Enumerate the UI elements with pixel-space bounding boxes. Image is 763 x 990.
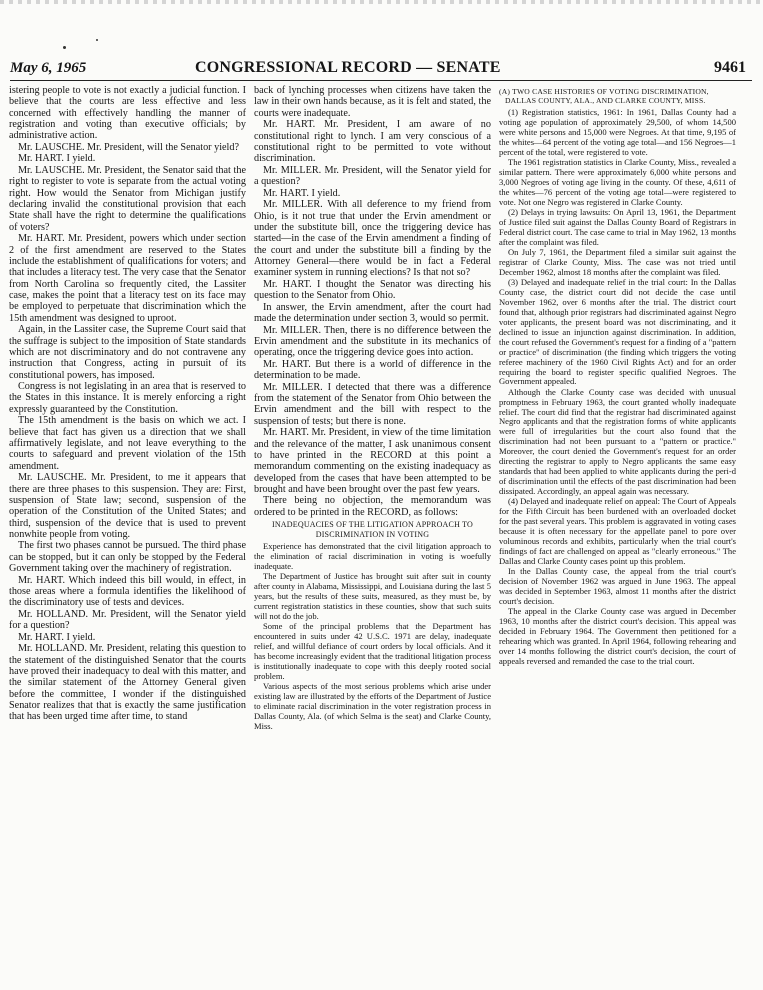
header-date: May 6, 1965 (10, 60, 87, 76)
header-page-number: 9461 (714, 59, 746, 76)
paragraph: Mr. HART. Mr. President, in view of the time limitation and the relevance of the matter, I ask unanimous consent to have printed in the RECORD at this point a memorandum commenting on the existing inadequacy as developed from the cases that have been attempted to be brought and have been brought over the past few years. (254, 427, 491, 495)
paragraph: Mr. HART. I yield. (18, 153, 96, 165)
memo-paragraph: Some of the principal problems that the Department has encountered in suits under 42 U.S.C. 1971 are delay, inadequate relief, and willful defiance of court orders by local officials. And it has become increasingly evident that the traditional litigation process is institutionally inadequate to cope with this deeply rooted social problem. (254, 621, 491, 681)
paragraph: (1) Registration statistics, 1961: In 1961, Dallas County had a voting age population of approximately 29,500, of whom 14,500 were white persons and 15,000 were Negroes. At that time, 9,195 of the whites—64 percent of the voting age total—and 156 Negroes—1 percent of the total, were registered to vote. (499, 107, 736, 157)
column-2 (254, 85, 491, 980)
paragraph: Again, in the Lassiter case, the Supreme Court said that the suffrage is subject to the imposition of State standards which are not discriminatory and do not contravene any instruction that Congress, acting in pursuit of its constitutional powers, has imposed. (9, 324, 246, 381)
paragraph: Mr. MILLER. Mr. President, will the Senator yield for a question? (254, 164, 491, 188)
paragraph: Mr. HOLLAND. Mr. President, relating this question to the statement of the distinguished Senator that the courts have proved their inadequacy to deal with this matter, and the similar statement of the Attorney General given before the committee, I wonder if the distinguished Senator realizes that that is exactly the same justification that has been urged time after time, to stand (9, 643, 246, 723)
paragraph: (4) Delayed and inadequate relief on appeal: The Court of Appeals for the Fifth Circuit has been burdened with an overloaded docket for the past several years. This problem is aggravated in voting cases because it is often necessary for the appellate panel to pore over voluminous records and exhibits, particularly when the trial court's findings of fact are challenged on appeal as "clearly erroneous." The Dallas and Clarke County cases point up this problem. (499, 496, 736, 567)
paragraph: Mr. MILLER. Then, there is no difference between the Ervin amendment and the substitute in its mechanics of operating, once the triggering device goes into action. (254, 324, 491, 359)
paragraph: There being no objection, the memorandum was ordered to be printed in the RECORD, as follows: (254, 495, 491, 518)
paragraph: Congress is not legislating in an area that is reserved to the States in this instance. It is merely enforcing a right expressly guaranteed by the Constitution. (9, 381, 246, 415)
paragraph: Mr. HART. Which indeed this bill would, in effect, in those areas where a formula identifies the likelihood of the discriminatory use of tests and devices. (9, 574, 246, 609)
paragraph: Although the Clarke County case was decided with unusual promptness in February 1963, the court granted wholly inadequate relief. The court did find that the registrar had discriminated against Negro applicants and that the registration forms of white applicants were full of irregularities but the court also found that the discrimination had not been pursuant to a "pattern or practice." Moreover, the court denied the Government's request for an order directing the registrar to apply to Negro applicants the same easy standards that had been applied to white applicants during the peri-d of discrimination until the effects of the past discrimination had been dissipated. Accordingly, an appeal again was necessary. (499, 386, 736, 497)
paragraph: Mr. LAUSCHE. Mr. President, to me it appears that there are three phases to this suspension. They are: First, suspension of State law; second, suspension of the operation of the Constitution of the United States; and third, suspension of the device that is used to prevent nonwhite people from voting. (9, 472, 246, 540)
page-header (10, 58, 752, 81)
paragraph: Mr. LAUSCHE. Mr. President, the Senator said that the right to register to vote is separate from the actual voting right. How would the Senator from Michigan justify declaring invalid the constitutional provision that each State shall have the right to determine the qualifications of voters? (9, 164, 246, 233)
paragraph: istering people to vote is not exactly a judicial function. I believe that the courts are less effective and less concerned with effectively handling the manner of registration and voting than executive officials; by administrative action. (9, 85, 246, 142)
page-top-border (0, 0, 763, 4)
column-1 (9, 85, 246, 980)
section-heading: (A) TWO CASE HISTORIES OF VOTING DISCRIMINATION, DALLAS COUNTY, ALA., AND CLARKE COUNTY, MISS. (499, 87, 709, 105)
paragraph: Mr. HART. Mr. President, I am aware of no constitutional right to lynch. I am very conscious of a constitutional right to be permitted to vote without discrimination. (254, 119, 491, 165)
print-speck (63, 46, 66, 49)
paragraph: Mr. HART. I yield. (18, 631, 96, 643)
paragraph: Mr. MILLER. I detected that there was a difference from the statement of the Senator from Ohio between the Ervin amendment and the bill with respect to the suspension of tests; but there is none. (254, 381, 491, 427)
paragraph: The first two phases cannot be pursued. The third phase can be stopped, but it can only be stopped by the Federal Government taking over the machinery of registration. (9, 540, 246, 575)
paragraph: (3) Delayed and inadequate relief in the trial court: In the Dallas County case, the district court did not decide the case until November 1962, over 6 months after the trial. The district court found that, although prior registrars had discriminated against Negro voter applicants, the present board was not discriminating, and it declined to issue an injunction against discrimination. In addition, the court refused the Government's request for a finding of a "pattern or practice" of discrimination (the finding which triggers the voting referee machinery of the 1960 Civil Rights Act) and for an order requiring the board to register specific qualified Negroes. The Government appealed. (499, 276, 736, 387)
paragraph: The 1961 registration statistics in Clarke County, Miss., revealed a similar pattern. There were approximately 6,000 white persons and 3,000 Negroes of voting age living in the county. Of these, 4,611 of the whites—76 percent of the voting age total—were registered to vote. Not one Negro was registered in Clarke County. (499, 156, 736, 207)
memo-paragraph: Experience has demonstrated that the civil litigation approach to the elimination of racial discrimination in voting is woefully inadequate. (254, 541, 491, 572)
paragraph: Mr. HART. Mr. President, powers which under section 2 of the first amendment are reserved to the States include the establishment of qualifications for voters; and that includes a literacy test. The very case that the Senator from North Carolina so frequently cited, the Lassiter case, makes the point that a literacy test on its face may be employed to perpetuate that discrimination which the 15th amendment was designed to uproot. (9, 233, 246, 324)
paragraph: On July 7, 1961, the Department filed a similar suit against the registrar of Clarke County, Miss. The case was not tried until December 1962, almost 18 months after the complaint was filed. (499, 246, 736, 277)
paragraph: The appeal in the Clarke County case was argued in December 1963, 10 months after the district court's decision. This appeal was decided in February 1964. The Government then petitioned for a rehearing which was granted. In April 1964, following rehearing and over 14 months following the district court's decision, the court of appeals reversed and remanded the case to the trial court. (499, 606, 736, 666)
memo-paragraph: Various aspects of the most serious problems which arise under existing law are illustrated by the efforts of the Department of Justice to eliminate racial discrimination in the voter registration process in Dallas County, Ala. (of which Selma is the seat) and Clarke County, Miss. (254, 681, 491, 731)
memo-paragraph: The Department of Justice has brought suit after suit in county after county in Alabama, Mississippi, and Louisiana during the last 5 years, but the results of these suits, measured, as they must be, by current registration statistics in these counties, show that such suits will not do the job. (254, 571, 491, 621)
print-speck (96, 39, 98, 41)
paragraph: Mr. HOLLAND. Mr. President, will the Senator yield for a question? (9, 608, 246, 632)
paragraph: Mr. HART. I thought the Senator was directing his question to the Senator from Ohio. (254, 278, 491, 302)
column-3 (499, 85, 736, 980)
paragraph: back of lynching processes when citizens have taken the law in their own hands because, as it is felt and stated, the courts were inadequate. (254, 85, 491, 119)
header-title: CONGRESSIONAL RECORD — SENATE (195, 59, 501, 76)
paragraph: Mr. MILLER. With all deference to my friend from Ohio, is it not true that under the Ervin amendment or under the substitute bill, once the triggering device has started—in the case of the Ervin amendment a finding of the court and under the substitute bill a finding by the Attorney General—there would be in fact a Federal examiner system in running elections? Is that not so? (254, 199, 491, 279)
paragraph: In answer, the Ervin amendment, after the court had made the determination under section 3, would so permit. (254, 301, 491, 324)
paragraph: (2) Delays in trying lawsuits: On April 13, 1961, the Department of Justice filed suit against the Dallas County Board of Registrars in Federal district court. The case came to trial in May 1962, 13 months after the complaint was filed. (499, 206, 736, 247)
paragraph: In the Dallas County case, the appeal from the trial court's decision of November 1962 was argued in June 1963. The appeal was decided in September 1963, almost 11 months after the district court's decision. (499, 566, 736, 607)
memo-heading: INADEQUACIES OF THE LITIGATION APPROACH TO DISCRIMINATION IN VOTING (271, 520, 474, 539)
paragraph: Mr. HART. I yield. (263, 187, 341, 199)
paragraph: Mr. HART. But there is a world of difference in the determination to be made. (254, 358, 491, 382)
paragraph: The 15th amendment is the basis on which we act. I believe that fact has given us a direction that we shall affirmatively legislate, and not leave everything to the courts to safeguard and prevent violation of the 15th amendment. (9, 415, 246, 472)
paragraph: Mr. LAUSCHE. Mr. President, will the Senator yield? (18, 141, 239, 153)
